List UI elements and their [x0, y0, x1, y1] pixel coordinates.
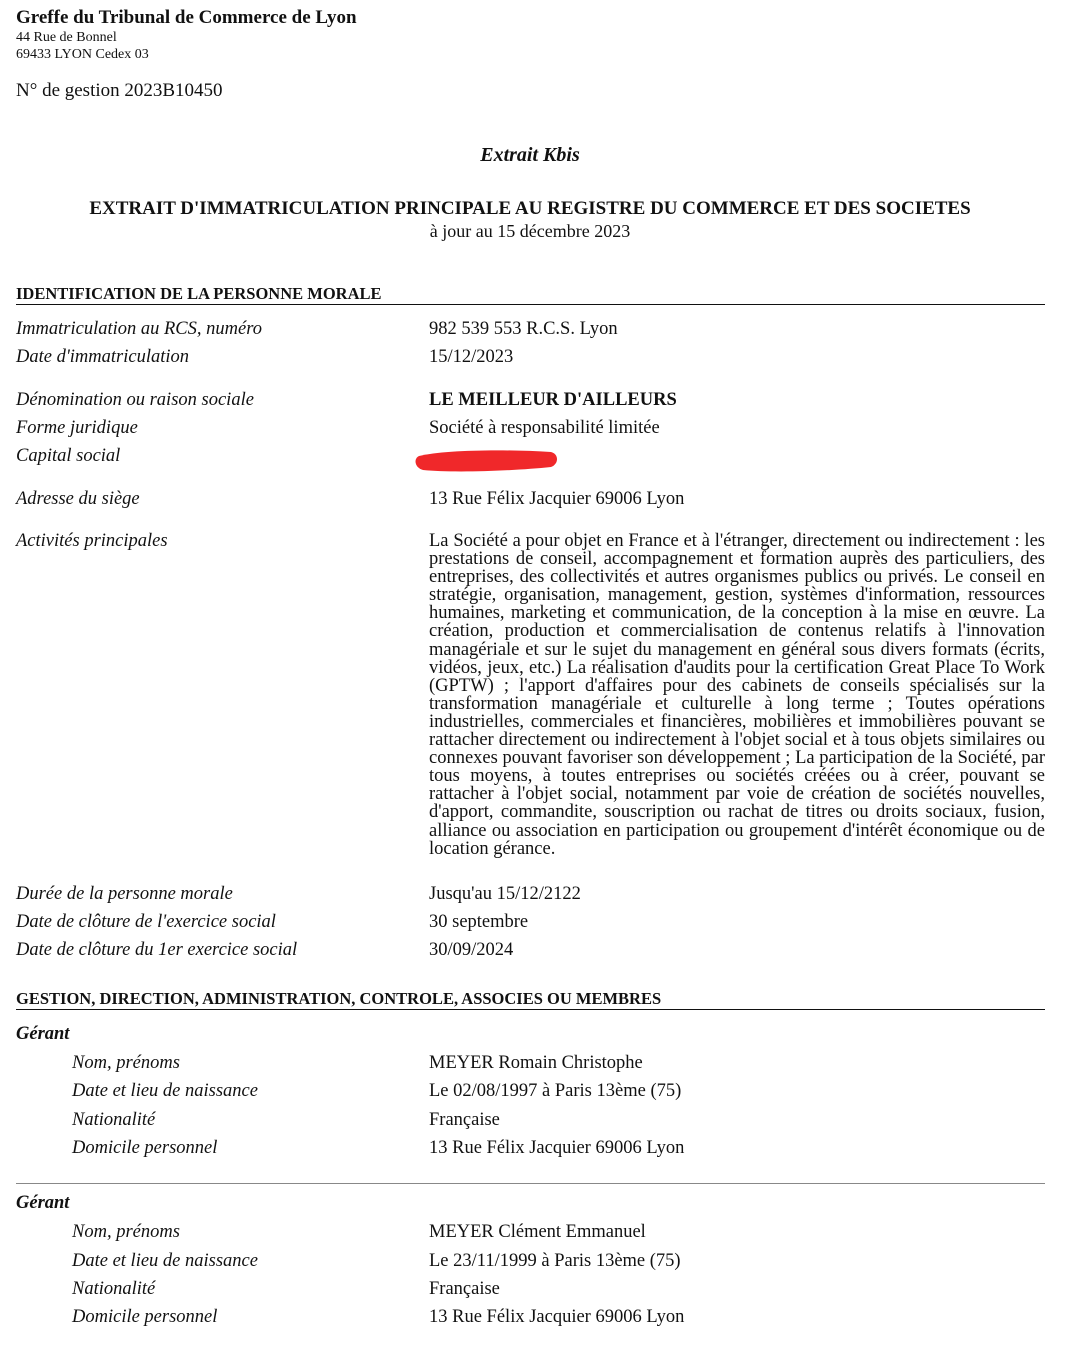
gerant-separator: [16, 1183, 1045, 1184]
gerant-domicile-value: 13 Rue Félix Jacquier 69006 Lyon: [429, 1307, 685, 1327]
gerant-naissance-label: Date et lieu de naissance: [72, 1081, 258, 1101]
gerant-title: Gérant: [16, 1024, 70, 1044]
rcs-label: Immatriculation au RCS, numéro: [16, 319, 262, 339]
forme-value: Société à responsabilité limitée: [429, 418, 660, 438]
greffe-address-line1: 44 Rue de Bonnel: [16, 30, 117, 45]
gerant-nom-label: Nom, prénoms: [72, 1222, 180, 1242]
section-gestion: GESTION, DIRECTION, ADMINISTRATION, CONTROLE, ASSOCIES OU MEMBRES: [16, 990, 1045, 1010]
date-immat-label: Date d'immatriculation: [16, 347, 190, 367]
gerant-domicile-label: Domicile personnel: [72, 1307, 218, 1327]
denomination-value: LE MEILLEUR D'AILLEURS: [429, 390, 677, 410]
activites-value: La Société a pour objet en France et à l'étranger, directement ou indirectement : les prestations de conseil, accompagnement et formation auprès des particuliers, des entreprises, des collectivités et autres organismes publics ou privés. Le conseil en stratégie, organisation, management, gestion, systèmes d'information, ressources humaines, marketing et communication, de la conception à la mise en œuvre. La création, production et commercialisation de contenus relatifs à l'innovation managériale et sur le sujet du management en général sous divers formats (écrits, vidéos, jeux, etc.) La réalisation d'audits pour la certification Great Place To Work (GPTW) ; l'apport d'affaires pour des cabinets de conseils spécialisés sur la transformation managériale et culturelle à long terme ; Toutes opérations industrielles, commerciales et financières, mobilières et immobilières pouvant se rattacher directement ou indirectement à l'objet social et à tous objets similaires ou connexes pouvant favoriser son développement ; La participation de la Société, par tous moyens, à toutes entreprises ou sociétés créées ou à créer, pouvant se rattacher à l'objet social, notamment par voie de création de sociétés nouvelles, d'apport, commandite, souscription ou rachat de titres ou droits sociaux, fusion, alliance ou association en participation ou groupement d'intérêt économique ou de location gérance.: [429, 531, 1045, 859]
greffe-header: [16, 7, 357, 63]
rcs-value: 982 539 553 R.C.S. Lyon: [429, 319, 618, 339]
gerant-domicile-label: Domicile personnel: [72, 1138, 218, 1158]
duree-value: Jusqu'au 15/12/2122: [429, 884, 581, 904]
gerant-nationalite-value: Française: [429, 1110, 500, 1130]
gerant-naissance-value: Le 23/11/1999 à Paris 13ème (75): [429, 1251, 681, 1271]
date-immat-value: 15/12/2023: [429, 347, 514, 367]
cloture1-value: 30/09/2024: [429, 940, 514, 960]
gerant-nationalite-label: Nationalité: [72, 1279, 156, 1299]
denomination-label: Dénomination ou raison sociale: [16, 390, 254, 410]
cloture-label: Date de clôture de l'exercice social: [16, 912, 276, 932]
gestion-number: N° de gestion 2023B10450: [16, 80, 223, 101]
cloture-value: 30 septembre: [429, 912, 529, 932]
gerant-nom-value: MEYER Clément Emmanuel: [429, 1222, 646, 1242]
gerant-domicile-value: 13 Rue Félix Jacquier 69006 Lyon: [429, 1138, 685, 1158]
adresse-label: Adresse du siège: [16, 489, 140, 509]
gerant-nom-label: Nom, prénoms: [72, 1053, 180, 1073]
gerant-naissance-label: Date et lieu de naissance: [72, 1251, 258, 1271]
cloture1-label: Date de clôture du 1er exercice social: [16, 940, 298, 960]
gerant-nom-value: MEYER Romain Christophe: [429, 1053, 643, 1073]
greffe-address-line2: 69433 LYON Cedex 03: [16, 47, 149, 62]
capital-label: Capital social: [16, 446, 121, 466]
document-date: à jour au 15 décembre 2023: [429, 221, 631, 241]
gerant-naissance-value: Le 02/08/1997 à Paris 13ème (75): [429, 1081, 682, 1101]
activites-label: Activités principales: [16, 531, 168, 551]
capital-redaction-mark: [413, 446, 561, 476]
greffe-name: Greffe du Tribunal de Commerce de Lyon: [16, 7, 357, 28]
duree-label: Durée de la personne morale: [16, 884, 233, 904]
gerant-title: Gérant: [16, 1193, 70, 1213]
section-identification: IDENTIFICATION DE LA PERSONNE MORALE: [16, 285, 1045, 305]
document-title: Extrait Kbis: [480, 144, 580, 166]
adresse-value: 13 Rue Félix Jacquier 69006 Lyon: [429, 489, 685, 509]
forme-label: Forme juridique: [16, 418, 138, 438]
document-subtitle: EXTRAIT D'IMMATRICULATION PRINCIPALE AU REGISTRE DU COMMERCE ET DES SOCIETES: [89, 198, 971, 219]
gerant-nationalite-label: Nationalité: [72, 1110, 156, 1130]
gerant-nationalite-value: Française: [429, 1279, 500, 1299]
